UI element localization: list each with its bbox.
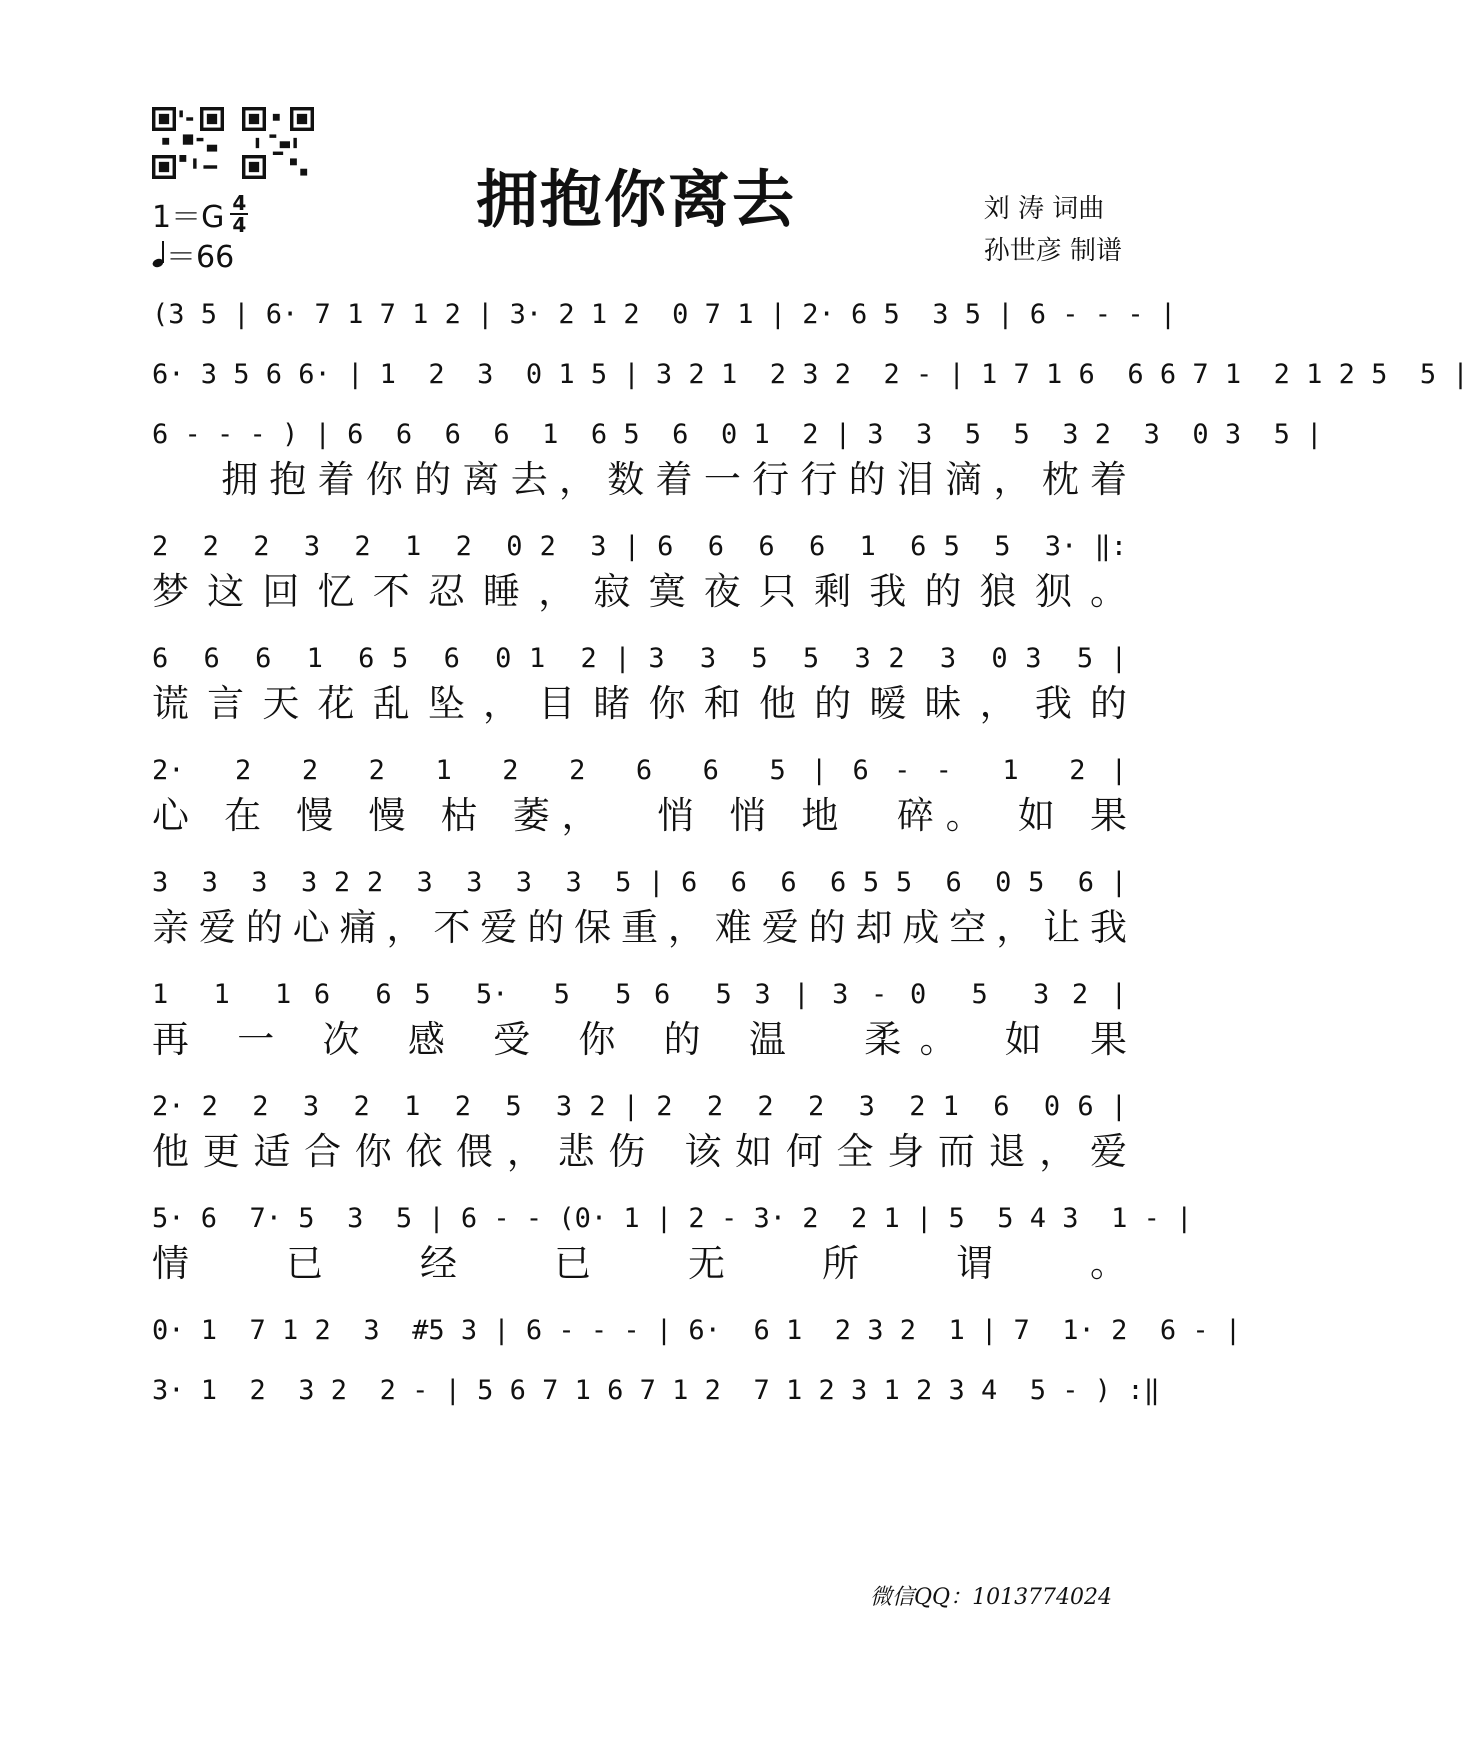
score-line xyxy=(152,1087,1127,1177)
score-line xyxy=(152,751,1127,841)
notation-row: (3 5 | 6· 7 1 7 1 2 | 3· 2 1 2 0 7 1 | 2· 6 5 3 5 | 6 - - - | xyxy=(152,299,1177,330)
notation-row: 2 2 2 3 2 1 2 0 2 3 | 6 6 6 6 1 6 5 5 3· ‖: xyxy=(152,531,1127,562)
notation-row: 1 1 1 6 6 5 5· 5 5 6 5 3 | 3 - 0 5 3 2 | xyxy=(152,979,1127,1010)
lyrics-row: 心 在 慢 慢 枯 萎， 悄 悄 地 碎。 如 果 xyxy=(152,794,1127,837)
notation-row: 3· 1 2 3 2 2 - | 5 6 7 1 6 7 1 2 7 1 2 3 1 2 3 4 5 - ) :‖ xyxy=(152,1375,1160,1406)
score-line xyxy=(152,1199,1193,1289)
lyrics-row: 情已经已无所谓。 xyxy=(152,1242,1127,1285)
time-signature: $\frac{4}{4}$ xyxy=(232,191,247,237)
score-line xyxy=(152,527,1127,617)
lyrics-row: 拥抱着你的离去，数着一行行的泪滴，枕着 xyxy=(152,458,1127,501)
quarter-note-icon xyxy=(152,239,166,269)
lyrics-row: 谎言天花乱坠，目睹你和他的暧昧，我的 xyxy=(152,682,1127,725)
notation-row: 6 - - - ) | 6 6 6 6 1 6 5 6 0 1 2 | 3 3 5 5 3 2 3 0 3 5 | xyxy=(152,419,1323,450)
notation-row: 5· 6 7· 5 3 5 | 6 - - (0· 1 | 2 - 3· 2 2 1 | 5 5 4 3 1 - | xyxy=(152,1203,1193,1234)
score-line xyxy=(152,1371,1160,1411)
credits xyxy=(984,188,1122,272)
score-line xyxy=(152,355,1469,395)
tempo-marking xyxy=(152,232,234,276)
notation-row: 6· 3 5 6 6· | 1 2 3 0 1 5 | 3 2 1 2 3 2 2 - | 1 7 1 6 6 6 7 1 2 1 2 5 5 | xyxy=(152,359,1469,390)
notation-row: 0· 1 7 1 2 3 #5 3 | 6 - - - | 6· 6 1 2 3 2 1 | 7 1· 2 6 - | xyxy=(152,1315,1242,1346)
key-label: 1＝G xyxy=(152,200,225,235)
score-line xyxy=(152,863,1127,953)
score-line xyxy=(152,1311,1242,1351)
score-line xyxy=(152,415,1323,505)
transcriber: 孙世彦 制谱 xyxy=(983,236,1122,266)
contact-footer: 微信QQ：1013774024 xyxy=(870,1585,1113,1610)
key-signature xyxy=(152,192,248,236)
lyrics-row: 再 一 次 感 受 你 的 温 柔。 如 果 xyxy=(152,1018,1127,1061)
notation-row: 2· 2 2 2 1 2 2 6 6 5 | 6 - - 1 2 | xyxy=(152,755,1127,786)
score-line xyxy=(152,295,1177,335)
score-line xyxy=(152,975,1127,1065)
lyrics-row: 梦这回忆不忍睡，寂寞夜只剩我的狼狈。 xyxy=(152,570,1127,613)
score-line xyxy=(152,639,1127,729)
page-title: 拥抱你离去 xyxy=(475,163,796,236)
notation-row: 3 3 3 3 2 2 3 3 3 3 5 | 6 6 6 6 5 5 6 0 5 6 | xyxy=(152,867,1127,898)
notation-row: 6 6 6 1 6 5 6 0 1 2 | 3 3 5 5 3 2 3 0 3 5 | xyxy=(152,643,1127,674)
lyrics-row: 亲爱的心痛，不爱的保重，难爱的却成空，让我 xyxy=(152,906,1127,949)
lyrics-row: 他更适合你依偎，悲伤 该如何全身而退，爱 xyxy=(152,1130,1127,1173)
lyricist-composer: 刘 涛 词曲 xyxy=(983,194,1105,224)
notation-row: 2· 2 2 3 2 1 2 5 3 2 | 2 2 2 2 3 2 1 6 0 6 | xyxy=(152,1091,1127,1122)
tempo-value: ＝66 xyxy=(166,240,235,275)
